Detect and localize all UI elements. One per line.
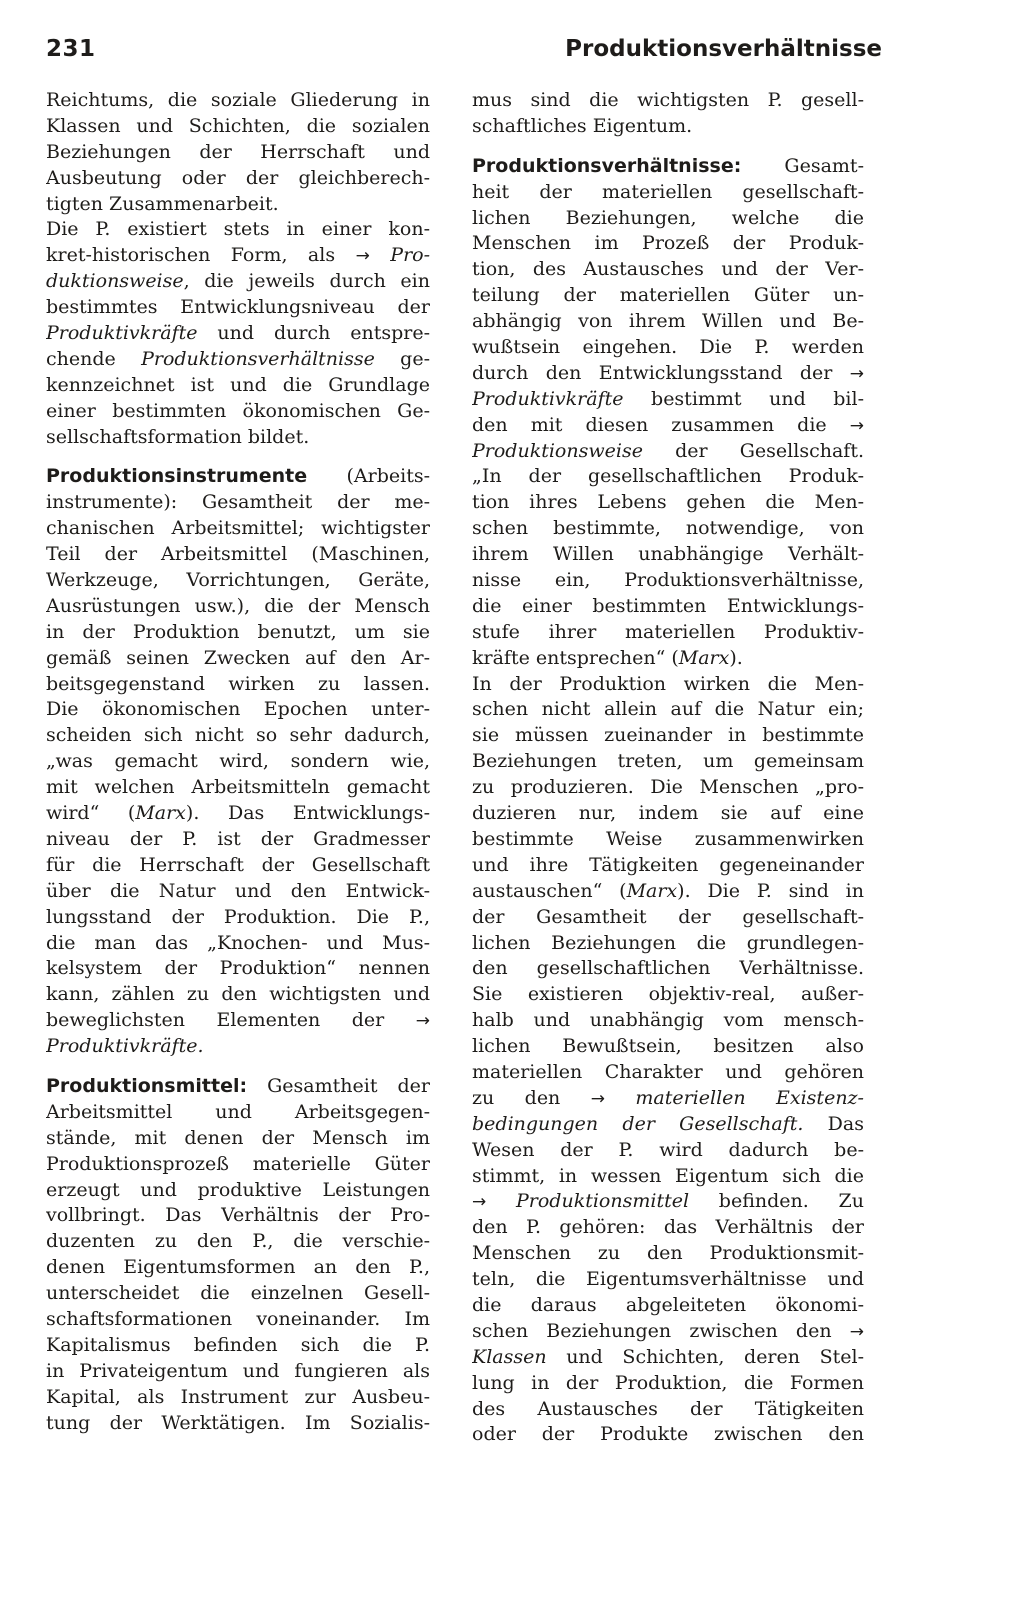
text-line: Menschen zu den Produktionsmit- [472, 1242, 864, 1265]
cross-reference-arrow-icon: → [849, 415, 864, 436]
cross-reference-link[interactable]: Produktionsmittel [516, 1190, 690, 1213]
text-line: Kapitalismus befinden sich die P. [46, 1333, 430, 1356]
text-line: zu produzieren. Die Menschen „pro- [472, 776, 864, 799]
text-line: kret-historischen Form, als → Pro- [46, 244, 430, 267]
text-line: niveau der P. ist der Gradmesser [46, 827, 430, 850]
text-line: Produktionsweise der Gesellschaft. [472, 439, 864, 462]
text-line: gemäß seinen Zwecken auf den Ar- [46, 646, 430, 669]
text-line: beitsgegenstand wirken zu lassen. [46, 672, 430, 695]
right-column [472, 88, 864, 1448]
text-line: nisse ein, Produktionsverhältnisse, [472, 569, 864, 592]
text-line: lung in der Produktion, die Formen [472, 1371, 864, 1394]
text-line: den P. gehören: das Verhältnis der [472, 1216, 864, 1239]
text-line: Produktionsinstrumente (Arbeits- [46, 465, 430, 488]
text-line: chende Produktionsverhältnisse ge- [46, 347, 430, 370]
text-line: in der Produktion benutzt, um sie [46, 620, 430, 643]
text-line: tung der Werktätigen. Im Sozialis- [46, 1411, 430, 1434]
cross-reference-arrow-icon: → [472, 1192, 487, 1213]
running-head: Produktionsverhältnisse [565, 36, 882, 62]
text-line: lichen Beziehungen, welche die [472, 206, 864, 229]
text-line: für die Herrschaft der Gesellschaft [46, 853, 430, 876]
text-line: schen Beziehungen zwischen den → [472, 1319, 864, 1342]
text-line: tion ihres Lebens gehen die Men- [472, 491, 864, 514]
text-line: Teil der Arbeitsmittel (Maschinen, [46, 543, 430, 566]
text-line: durch den Entwicklungsstand der → [472, 361, 864, 384]
text-line: einer bestimmten ökonomischen Ge- [46, 399, 430, 422]
text-line: in Privateigentum und fungieren als [46, 1359, 430, 1382]
text-line: wußtsein eingehen. Die P. werden [472, 336, 864, 359]
text-line: sellschaftsformation bildet. [46, 425, 310, 448]
text-line: teilung der materiellen Güter un- [472, 284, 864, 307]
text-line: lichen Bewußtsein, besitzen also [472, 1035, 864, 1058]
cross-reference-link[interactable]: Produktivkräfte. [46, 1035, 204, 1058]
text-line: tion, des Austausches und der Ver- [472, 258, 864, 281]
text-line: die man das „Knochen- und Mus- [46, 931, 430, 954]
text-line: den gesellschaftlichen Verhältnisse. [472, 957, 864, 980]
text-line: bestimmtes Entwicklungsniveau der [46, 296, 430, 319]
text-line: oder der Produkte zwischen den [472, 1423, 864, 1446]
text-line: und ihre Tätigkeiten gegeneinander [472, 853, 864, 876]
text-line: Produktionsmittel: Gesamtheit der [46, 1074, 430, 1097]
text-line: austauschen“ (Marx). Die P. sind in [472, 879, 864, 902]
text-line: Menschen im Prozeß der Produk- [472, 232, 864, 255]
text-line: Ausrüstungen usw.), die der Mensch [46, 594, 430, 617]
text-line: beweglichsten Elementen der → [46, 1009, 430, 1032]
text-line: „In der gesellschaftlichen Produk- [472, 465, 864, 488]
text-line: Sie existieren objektiv-real, außer- [472, 983, 864, 1006]
text-line: abhängig von ihrem Willen und Be- [472, 310, 864, 333]
cross-reference-arrow-icon: → [355, 246, 370, 267]
entry-continuation [472, 88, 864, 140]
text-line: Produktivkräfte und durch entspre- [46, 322, 430, 345]
entry-headword: Produktionsverhältnisse: [472, 154, 742, 177]
text-line: Arbeitsmittel und Arbeitsgegen- [46, 1100, 430, 1123]
text-line: schaftsformationen voneinander. Im [46, 1307, 430, 1330]
text-line: Kapital, als Instrument zur Ausbeu- [46, 1385, 430, 1408]
text-line: Beziehungen treten, um gemeinsam [472, 750, 864, 773]
text-line: Klassen und Schichten, die sozialen [46, 114, 430, 137]
cross-reference-link[interactable]: Klassen [472, 1345, 547, 1368]
cross-reference-link[interactable]: Produktionsweise [472, 439, 643, 462]
text-line: halb und unabhängig vom mensch- [472, 1009, 864, 1032]
entry-headword: Produktionsmittel: [46, 1074, 248, 1097]
entry-headword: Produktionsinstrumente [46, 465, 308, 488]
text-line: ihrem Willen unabhängige Verhält- [472, 543, 864, 566]
cross-reference-arrow-icon: → [849, 1321, 864, 1342]
text-line: duzenten zu den P., die verschie- [46, 1230, 430, 1253]
entry-produktionsverhaeltnisse [472, 154, 864, 1449]
text-line: → Produktionsmittel befinden. Zu [472, 1190, 864, 1213]
text-line: lichen Beziehungen die grundlegen- [472, 931, 864, 954]
page-header [46, 36, 882, 68]
text-line: zu den → materiellen Existenz- [472, 1086, 864, 1109]
cross-reference-arrow-icon: → [415, 1011, 430, 1032]
text-line: kelsystem der Produktion“ nennen [46, 957, 430, 980]
text-line: schen bestimmte, notwendige, von [472, 517, 864, 540]
text-line: bedingungen der Gesellschaft. Das [472, 1112, 864, 1135]
text-line: stimmt, in wessen Eigentum sich die [472, 1164, 864, 1187]
text-line: die einer bestimmten Entwicklungs- [472, 594, 864, 617]
text-line: instrumente): Gesamtheit der me- [46, 491, 430, 514]
text-line: Reichtums, die soziale Gliederung in [46, 89, 430, 111]
text-line: Beziehungen der Herrschaft und [46, 140, 430, 163]
text-line: duzieren nur, indem sie auf eine [472, 802, 864, 825]
text-line: stufe ihrer materiellen Produktiv- [472, 620, 864, 643]
text-line: materiellen Charakter und gehören [472, 1060, 864, 1083]
text-line: bestimmte Weise zusammenwirken [472, 827, 864, 850]
cross-reference-arrow-icon: → [849, 363, 864, 384]
cross-reference-link[interactable]: materiellen Existenz- [635, 1086, 864, 1109]
text-line: über die Natur und den Entwick- [46, 879, 430, 902]
left-column [46, 88, 430, 1436]
page-number: 231 [46, 36, 96, 62]
text-line: Die ökonomischen Epochen unter- [46, 698, 430, 721]
text-line: chanischen Arbeitsmittel; wichtigster [46, 517, 430, 540]
text-line: Ausbeutung oder der gleichberech- [46, 166, 430, 189]
text-line: erzeugt und produktive Leistungen [46, 1178, 430, 1201]
text-line: stände, mit denen der Mensch im [46, 1126, 430, 1149]
text-line: Klassen und Schichten, deren Stel- [472, 1345, 864, 1368]
text-line: des Austausches der Tätigkeiten [472, 1397, 864, 1420]
text-line: schen nicht allein auf die Natur ein; [472, 698, 864, 721]
text-line: heit der materiellen gesellschaft- [472, 180, 864, 203]
text-line: Produktivkräfte bestimmt und bil- [472, 387, 864, 410]
text-line: tigten Zusammenarbeit. [46, 192, 279, 215]
text-line: Werkzeuge, Vorrichtungen, Geräte, [46, 569, 430, 592]
text-line: duktionsweise, die jeweils durch ein [46, 270, 430, 293]
text-line: mus sind die wichtigsten P. gesell- [472, 89, 864, 111]
cross-reference-arrow-icon: → [590, 1088, 605, 1109]
cross-reference-link[interactable]: Produktivkräfte [472, 387, 624, 410]
cross-reference-link[interactable]: Pro- [390, 244, 430, 267]
entry-continuation [46, 88, 430, 450]
text-line: Wesen der P. wird dadurch be- [472, 1138, 864, 1161]
text-line: kräfte entsprechen“ (Marx). [472, 646, 743, 669]
text-line: den mit diesen zusammen die → [472, 413, 864, 436]
text-line: der Gesamtheit der gesellschaft- [472, 905, 864, 928]
text-line: vollbringt. Das Verhältnis der Pro- [46, 1204, 430, 1227]
text-line: kennzeichnet ist und die Grundlage [46, 373, 430, 396]
text-line: scheiden sich nicht so sehr dadurch, [46, 724, 430, 747]
entry-produktionsinstrumente [46, 464, 430, 1059]
text-line: die daraus abgeleiteten ökonomi- [472, 1293, 864, 1316]
cross-reference-link[interactable]: duktionsweise [46, 270, 184, 293]
text-line: mit welchen Arbeitsmitteln gemacht [46, 776, 430, 799]
text-line: schaftliches Eigentum. [472, 114, 693, 137]
entry-produktionsmittel [46, 1074, 430, 1436]
text-line: denen Eigentumsformen an den P., [46, 1256, 430, 1279]
text-line: „was gemacht wird, sondern wie, [46, 750, 430, 773]
text-line: lungsstand der Produktion. Die P., [46, 905, 430, 928]
text-line: Produktionsprozeß materielle Güter [46, 1152, 430, 1175]
text-line: kann, zählen zu den wichtigsten und [46, 983, 430, 1006]
text-line: Produktionsverhältnisse: Gesamt- [472, 154, 864, 177]
text-line: wird“ (Marx). Das Entwicklungs- [46, 802, 430, 825]
text-line: unterscheidet die einzelnen Gesell- [46, 1282, 430, 1305]
text-line: sie müssen zueinander in bestimmte [472, 724, 864, 747]
text-line: In der Produktion wirken die Men- [472, 672, 864, 695]
text-line: Die P. existiert stets in einer kon- [46, 218, 430, 241]
text-line: teln, die Eigentumsverhältnisse und [472, 1268, 864, 1291]
cross-reference-link[interactable]: bedingungen der Gesellschaft. [472, 1112, 804, 1135]
text-line [46, 1034, 430, 1060]
